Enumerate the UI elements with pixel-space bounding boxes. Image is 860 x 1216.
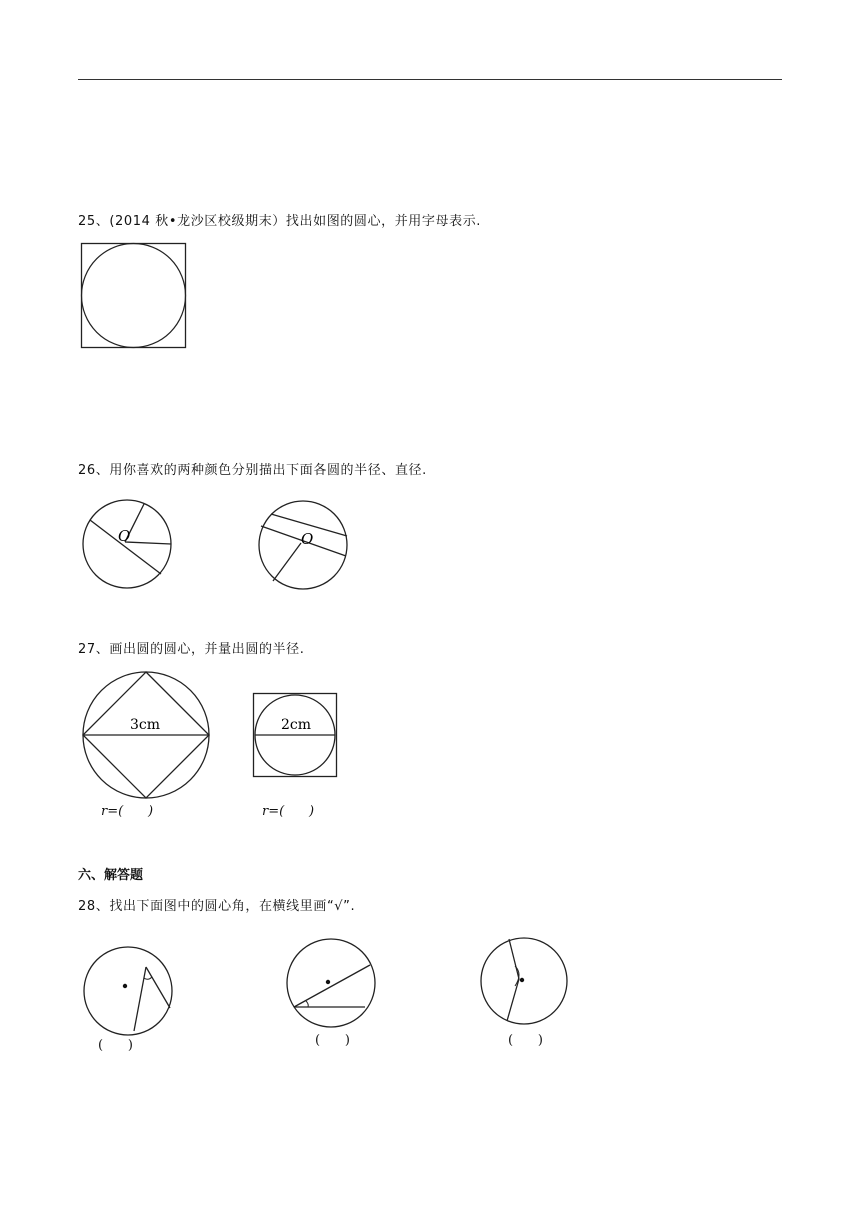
question-28-text: 28、找出下面图中的圆心角，在横线里画“√”. — [78, 899, 356, 914]
q27-figure-left — [80, 670, 212, 800]
q28-3-line-b — [507, 979, 519, 1021]
q28-figure-3 — [479, 936, 569, 1026]
q28-2-angle-mark — [306, 1001, 308, 1007]
q28-answer-3: ( ) — [508, 1033, 543, 1048]
q26-left-center-label: O — [118, 527, 131, 545]
q28-1-line-b — [146, 967, 170, 1008]
q28-2-line-a — [294, 965, 370, 1007]
q26-left-radius-1 — [125, 542, 171, 544]
q26-figure-right — [257, 499, 349, 591]
q28-figure-2 — [285, 937, 377, 1029]
header-rule — [78, 79, 782, 80]
q27-left-label: 3cm — [130, 717, 161, 733]
q27-right-label: 2cm — [281, 717, 312, 733]
q27-figure-right — [252, 692, 338, 778]
q28-1-center-dot — [123, 984, 127, 988]
question-26-text: 26、用你喜欢的两种颜色分别描出下面各圆的半径、直径. — [78, 463, 427, 478]
q28-2-center-dot — [326, 980, 330, 984]
q25-figure — [80, 242, 188, 350]
q25-circle — [82, 244, 186, 348]
question-27-text: 27、画出圆的圆心，并量出圆的半径. — [78, 642, 305, 657]
section-6-title: 六、解答题 — [78, 868, 144, 883]
q28-3-circle — [481, 938, 567, 1024]
question-25-text: 25、(2014 秋•龙沙区校级期末）找出如图的圆心，并用字母表示. — [78, 214, 482, 229]
q26-right-center-label: O — [301, 530, 314, 548]
q26-right-radius — [273, 543, 301, 581]
q27-left-answer: r=( ) — [101, 804, 154, 819]
q28-3-line-a — [509, 939, 519, 979]
q28-1-line-a — [134, 967, 146, 1031]
q27-right-answer: r=( ) — [262, 804, 315, 819]
q28-3-center-dot — [520, 978, 524, 982]
q28-1-angle-mark — [144, 977, 152, 979]
q28-figure-1 — [82, 945, 174, 1037]
q26-figure-left — [80, 497, 174, 591]
q28-answer-1: ( ) — [98, 1038, 133, 1053]
q28-1-circle — [84, 947, 172, 1035]
q28-answer-2: ( ) — [315, 1033, 350, 1048]
q28-2-circle — [287, 939, 375, 1027]
